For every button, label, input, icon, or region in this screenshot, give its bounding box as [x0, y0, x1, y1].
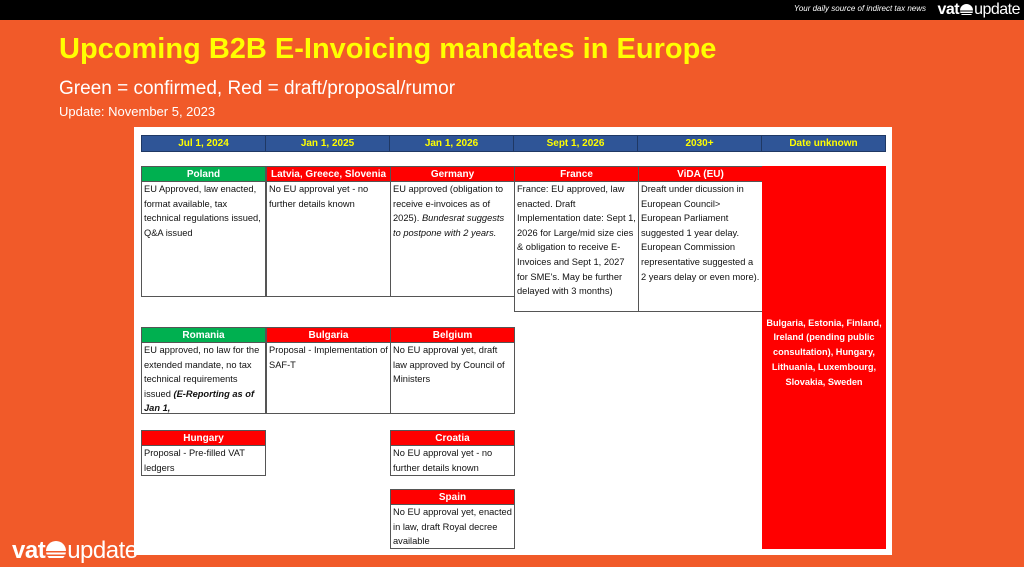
vatupdate-logo-bottom: vat update — [12, 537, 138, 564]
mandate-card-belgium — [390, 327, 515, 414]
mandate-card-romania — [141, 327, 266, 414]
tagline: Your daily source of indirect tax news — [793, 4, 926, 13]
card-title: ViDA (EU) — [639, 167, 762, 182]
mandate-card-bulgaria — [266, 327, 391, 414]
column-header: Sept 1, 2026 — [514, 136, 638, 151]
mandate-card-hungary — [141, 430, 266, 476]
vatupdate-logo-top: vat update — [937, 1, 1020, 18]
card-title: Hungary — [142, 431, 265, 446]
column-header: Jul 1, 2024 — [142, 136, 266, 151]
mandate-card-spain — [390, 489, 515, 549]
card-title: Romania — [142, 328, 265, 343]
card-title: Belgium — [391, 328, 514, 343]
date-unknown-countries: Bulgaria, Estonia, Finland, Ireland (pending public consultation), Hungary, Lithuania, Luxembourg, Slovakia, Sweden — [766, 317, 882, 387]
mandate-card-croatia — [390, 430, 515, 476]
card-title: Poland — [142, 167, 265, 182]
card-title: Germany — [391, 167, 514, 182]
legend-subtitle: Green = confirmed, Red = draft/proposal/rumor — [59, 78, 456, 99]
card-body: Dreaft under dicussion in European Council> European Parliament suggested 1 year delay. European Commission representative suggested a 2 years delay or even more). — [641, 184, 760, 282]
card-body: No EU approval yet, enacted in law, draft Royal decree available — [393, 507, 512, 547]
card-title: Croatia — [391, 431, 514, 446]
update-date: Update: November 5, 2023 — [59, 104, 216, 119]
card-title: Bulgaria — [267, 328, 390, 343]
card-body: EU approved (obligation to receive e-invoices as of 2025). Bundesrat suggests to postpone with 2 years. — [393, 184, 505, 238]
card-body: No EU approval yet, draft law approved by Council of Ministers — [393, 345, 505, 385]
card-body: No EU approval yet - no further details known — [393, 448, 493, 473]
card-body: Proposal - Implementation of SAF-T — [269, 345, 388, 370]
column-header: Jan 1, 2025 — [266, 136, 390, 151]
mandate-card-vida-eu — [638, 166, 763, 312]
sunset-logo-icon — [960, 4, 973, 17]
column-header: Jan 1, 2026 — [390, 136, 514, 151]
card-title: Spain — [391, 490, 514, 505]
mandate-card-germany — [390, 166, 515, 297]
card-body: EU Approved, law enacted, format available, tax technical regulations issued, Q&A issued — [144, 184, 261, 238]
date-unknown-block — [762, 166, 886, 549]
card-title: France — [515, 167, 638, 182]
card-title: Latvia, Greece, Slovenia — [267, 167, 390, 182]
sunset-logo-icon — [46, 541, 66, 561]
column-header: Date unknown — [789, 138, 858, 149]
top-banner — [0, 0, 1024, 20]
card-body: France: EU approved, law enacted. Draft Implementation date: Sept 1, 2026 for Large/mid size cies & obligation to receive E-Invoices and Sept 1, 2027 for SME's. May be further delayed with 3 months) — [517, 184, 636, 297]
card-body: Proposal - Pre-filled VAT ledgers — [144, 448, 245, 473]
timeline-header — [141, 135, 886, 152]
mandate-card-latvia-greece-slovenia — [266, 166, 391, 297]
slide-title: Upcoming B2B E-Invoicing mandates in Europe — [59, 33, 717, 65]
column-header: 2030+ — [638, 136, 762, 151]
mandate-card-france — [514, 166, 639, 312]
card-body: EU approved, no law for the extended mandate, no tax technical requirements issued (E-Reporting as of Jan 1, — [144, 345, 260, 413]
mandate-card-poland — [141, 166, 266, 297]
card-body: No EU approval yet - no further details known — [269, 184, 369, 209]
